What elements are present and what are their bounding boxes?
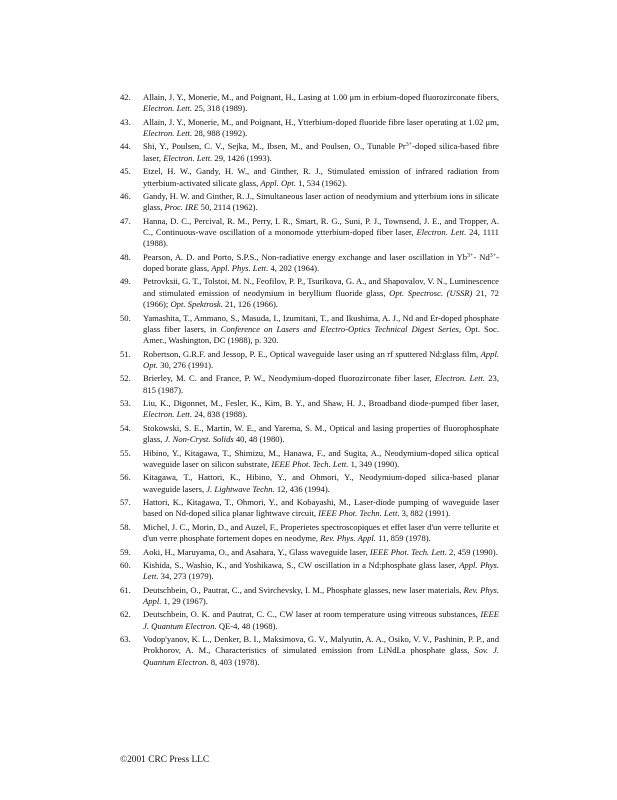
reference-segment: 1, 349 (1990). [348, 458, 400, 469]
reference-number: 59. [120, 546, 131, 557]
reference-number: 52. [120, 373, 131, 384]
reference-item [120, 448, 499, 471]
reference-segment: 30, 276 (1991). [158, 359, 214, 370]
copyright-footer: ©2001 CRC Press LLC [120, 755, 210, 765]
superscript: 3+ [489, 252, 497, 259]
reference-text [143, 547, 499, 558]
reference-number: 49. [120, 276, 131, 287]
reference-segment: Stokowski, S. E., Martin, W. E., and Yarema, S. M., Optical and lasing properties of fluorophosphate glass, [143, 422, 499, 445]
reference-segment: Robertson, G.R.F. and Jessop, P. E., Optical waveguide laser using an rf sputtered Nd:glass film, [143, 348, 481, 359]
journal-title: Conference on Lasers and Electro-Optics Technical Digest Series, [220, 323, 462, 334]
reference-item [120, 423, 499, 446]
reference-text [143, 560, 499, 583]
reference-segment: Pearson, A. D. and Porto, S.P.S., Non-radiative energy exchange and laser oscillation in Yb [143, 251, 468, 262]
journal-title: Electron. Lett. [143, 128, 193, 139]
reference-number: 57. [120, 497, 131, 508]
reference-segment: 25, 318 (1989). [192, 103, 248, 114]
reference-segment: Opt. Soc. Amer., Washington, DC (1988), p. 320. [143, 323, 500, 346]
reference-segment: 1, 534 (1962). [296, 177, 347, 188]
reference-segment: Aoki, H., Maruyama, O., and Asahara, Y., Glass waveguide laser, [143, 546, 370, 557]
reference-item [120, 497, 499, 520]
reference-segment: - Nd [473, 251, 490, 262]
reference-segment: 34, 273 (1979). [158, 571, 214, 582]
reference-number: 62. [120, 609, 131, 620]
reference-segment: Kishida, S., Washio, K., and Yoshikawa, S., CW oscillation in a Nd:phosphate glass laser, [143, 559, 460, 570]
reference-item [120, 373, 499, 396]
reference-segment: Hanna, D. C., Percival, R. M., Perry, I. R., Smart, R. G., Suni, P. J., Townsend, J. E., and Tropper, A. C., Continuous-wave oscillation of a monomode ytterbium-doped fiber laser, [143, 215, 499, 238]
journal-title: IEEE Phot. Tech. Lett. [369, 546, 447, 557]
reference-number: 43. [120, 116, 131, 127]
reference-segment: Hattori, K., Kitagawa, T., Ohmori, Y., and Kobayashi, M., Laser-diode pumping of waveguide laser based on Nd-doped silica planar lightwave circuit, [143, 497, 499, 519]
reference-text [143, 252, 499, 275]
reference-segment: . 3, 882 (1991). [397, 508, 451, 519]
reference-segment: -doped silica-based fibre laser, [143, 141, 499, 163]
journal-title: Proc. IRE [164, 202, 199, 213]
journal-title: Electron. Lett. [416, 227, 467, 238]
journal-title: Electron. Lett. [163, 152, 213, 163]
reference-segment: 40, 48 (1980). [233, 434, 285, 445]
reference-segment: Hibino, Y., Kitagawa, T., Shimizu, M., Hanawa, F., and Sugita, A., Neodymium-doped silica optical waveguide laser on silicon substrate, [143, 447, 499, 469]
reference-segment: Deutschbein, O. K. and Pautrat, C. C., CW laser at room temperature using vitreous substances, [143, 609, 481, 620]
reference-number: 47. [120, 215, 131, 226]
reference-text [143, 276, 499, 310]
reference-segment: 8, 403 (1978). [208, 656, 260, 667]
reference-text [143, 585, 499, 608]
journal-title: J. Lightwave Techn. [206, 483, 275, 494]
reference-segment: Shi, Y., Poulsen, C. V., Sejka, M., Ibsen, M., and Poulsen, O., Tunable Pr [143, 141, 406, 152]
journal-title: J. Non-Cryst. Solids [164, 434, 234, 445]
reference-text [143, 398, 499, 421]
reference-item [120, 117, 499, 140]
journal-title: Opt. Spektrosk. [170, 299, 223, 310]
reference-text [143, 313, 499, 347]
reference-segment: Michel, J. C., Morin, D., and Auzel, F., Properietes spectroscopiques et effet laser d'un verre tellurite et d'un verre phosphate fortement dopes en neodyme, [143, 521, 499, 544]
journal-title: Appl. Opt. [260, 177, 296, 188]
reference-segment: 28, 988 (1992). [192, 128, 248, 139]
reference-text [143, 117, 499, 140]
reference-number: 55. [120, 447, 131, 458]
reference-text [143, 423, 499, 446]
reference-item [120, 141, 499, 164]
reference-segment: Gandy, H. W. and Ginther, R. J., Simultaneous laser action of neodymium and ytterbium ions in silicate glass, [143, 190, 499, 213]
reference-segment: 1, 29 (1967). [161, 595, 208, 606]
journal-title: Appl. Phys. Lett. [211, 263, 269, 274]
journal-title: Electron. Lett. [143, 409, 193, 420]
superscript: 3+ [405, 142, 413, 149]
reference-item [120, 472, 499, 495]
reference-text [143, 92, 499, 115]
reference-segment: 21, 72 (1966); [143, 287, 499, 310]
reference-segment: 23, 815 (1987). [143, 373, 499, 395]
reference-list [120, 92, 499, 670]
reference-item [120, 349, 499, 372]
journal-title: Sov. J. Quantum Electron. [143, 645, 500, 667]
reference-text [143, 191, 499, 214]
journal-title: Opt. Spectrosc. (USSR) [389, 287, 473, 298]
reference-number: 60. [120, 559, 131, 570]
reference-number: 48. [120, 251, 131, 262]
journal-title: IEEE Phot. Techn. Lett [318, 508, 398, 519]
reference-number: 56. [120, 472, 131, 483]
reference-number: 45. [120, 166, 131, 177]
reference-item [120, 92, 499, 115]
reference-segment: 2, 459 (1990). [446, 546, 498, 557]
reference-item [120, 585, 499, 608]
reference-segment: Liu, K., Digonnet, M., Fesler, K., Kim, B. Y., and Shaw, H. J., Broadband diode-pumped fiber laser, [143, 398, 499, 409]
reference-number: 58. [120, 521, 131, 532]
reference-number: 63. [120, 634, 131, 645]
reference-number: 42. [120, 92, 131, 102]
reference-item [120, 609, 499, 632]
reference-segment: Allain, J. Y., Monerie, M., and Poignant, H., Ytterbium-doped fluoride fibre laser operating at 1.02 μm, [143, 116, 499, 127]
reference-item [120, 560, 499, 583]
reference-text [143, 141, 499, 164]
reference-segment: Petrovksii, G. T., Tolstoi, M. N., Feofilov, P. P., Tsurikova, G. A., and Shapovalov, V. N., Luminescence and stimulated emission of neodymium in beryllium fluoride glass, [143, 276, 499, 298]
reference-segment: 29, 1426 (1993). [212, 152, 272, 163]
reference-text [143, 166, 499, 189]
journal-title: Appl. Phys. Lett. [143, 559, 499, 582]
reference-segment: 50, 2114 (1962). [198, 202, 258, 213]
reference-text [143, 216, 499, 250]
journal-title: Electron. Lett. [143, 103, 193, 114]
reference-segment: 11, 859 (1978). [375, 533, 431, 544]
reference-segment: 24, 1111 (1988). [143, 227, 499, 249]
reference-item [120, 191, 499, 214]
reference-number: 46. [120, 190, 131, 201]
journal-title: Appl. Opt. [143, 348, 499, 370]
reference-item [120, 398, 499, 421]
reference-text [143, 497, 499, 520]
reference-number: 44. [120, 141, 131, 152]
reference-segment: 24, 838 (1988). [192, 409, 248, 420]
reference-segment: -doped borate glass, [143, 251, 500, 274]
reference-item [120, 252, 499, 275]
reference-item [120, 216, 499, 250]
reference-item [120, 522, 499, 545]
reference-segment: Brierley, M. C. and France, P. W., Neodymium-doped fluorozirconate fiber laser, [143, 373, 435, 384]
reference-segment: Etzel, H. W., Gandy, H. W., and Ginther, R. J., Stimulated emission of infrared radiation from ytterbium-activated silicate glass, [143, 166, 499, 188]
reference-segment: 21, 126 (1966). [222, 299, 279, 310]
reference-item [120, 313, 499, 347]
reference-segment: Deutschbein, O., Pautrat, C., and Svirchevsky, I. M., Phosphate glasses, new laser materials, [143, 584, 464, 595]
journal-title: Electron. Lett. [434, 373, 486, 384]
reference-item [120, 634, 499, 668]
superscript: 3+ [467, 252, 474, 259]
reference-segment: 12, 436 (1994). [274, 483, 330, 494]
reference-text [143, 609, 499, 632]
reference-segment: Allain, J. Y., Monerie, M., and Poignant, H., Lasing at 1.00 μm in erbium-doped fluorozirconate fibers, [143, 92, 499, 102]
reference-segment: 4, 202 (1964). [268, 263, 320, 274]
reference-text [143, 448, 499, 471]
journal-title: Rev. Phys. Appl. [320, 533, 376, 544]
reference-text [143, 522, 499, 545]
reference-segment: Vodop'yanov, K. L., Denker, B. I., Maksimova, G. V., Malyutin, A. A., Osiko, V. V., Pashinin, P. P., and Prokhorov, A. M., Characteristics of simulated emission from LiNdLa phosphate glass, [143, 634, 499, 656]
reference-segment: QE-4, 48 (1968). [216, 620, 278, 631]
reference-text [143, 349, 499, 372]
reference-text [143, 472, 499, 495]
reference-segment: Kitagawa, T., Hattori, K., Hibino, Y., and Ohmori, Y., Neodymium-doped silica-based planar waveguide lasers, [143, 472, 499, 494]
reference-number: 53. [120, 398, 131, 409]
reference-item [120, 166, 499, 189]
journal-title: Rev. Phys. Appl. [143, 584, 500, 606]
reference-item [120, 547, 499, 558]
reference-text [143, 373, 499, 396]
reference-segment: Yamashita, T., Ammano, S., Masuda, I., Izumitani, T., and Ikushima, A. J., Nd and Er-doped phosphate glass fiber lasers, in [143, 312, 499, 334]
reference-text [143, 634, 499, 668]
journal-title: IEEE J. Quantum Electron. [143, 609, 499, 631]
reference-item [120, 276, 499, 310]
reference-number: 54. [120, 422, 131, 433]
journal-title: IEEE Phot. Tech. Lett. [271, 458, 349, 469]
reference-number: 50. [120, 312, 131, 323]
reference-number: 51. [120, 348, 131, 359]
reference-number: 61. [120, 584, 131, 595]
